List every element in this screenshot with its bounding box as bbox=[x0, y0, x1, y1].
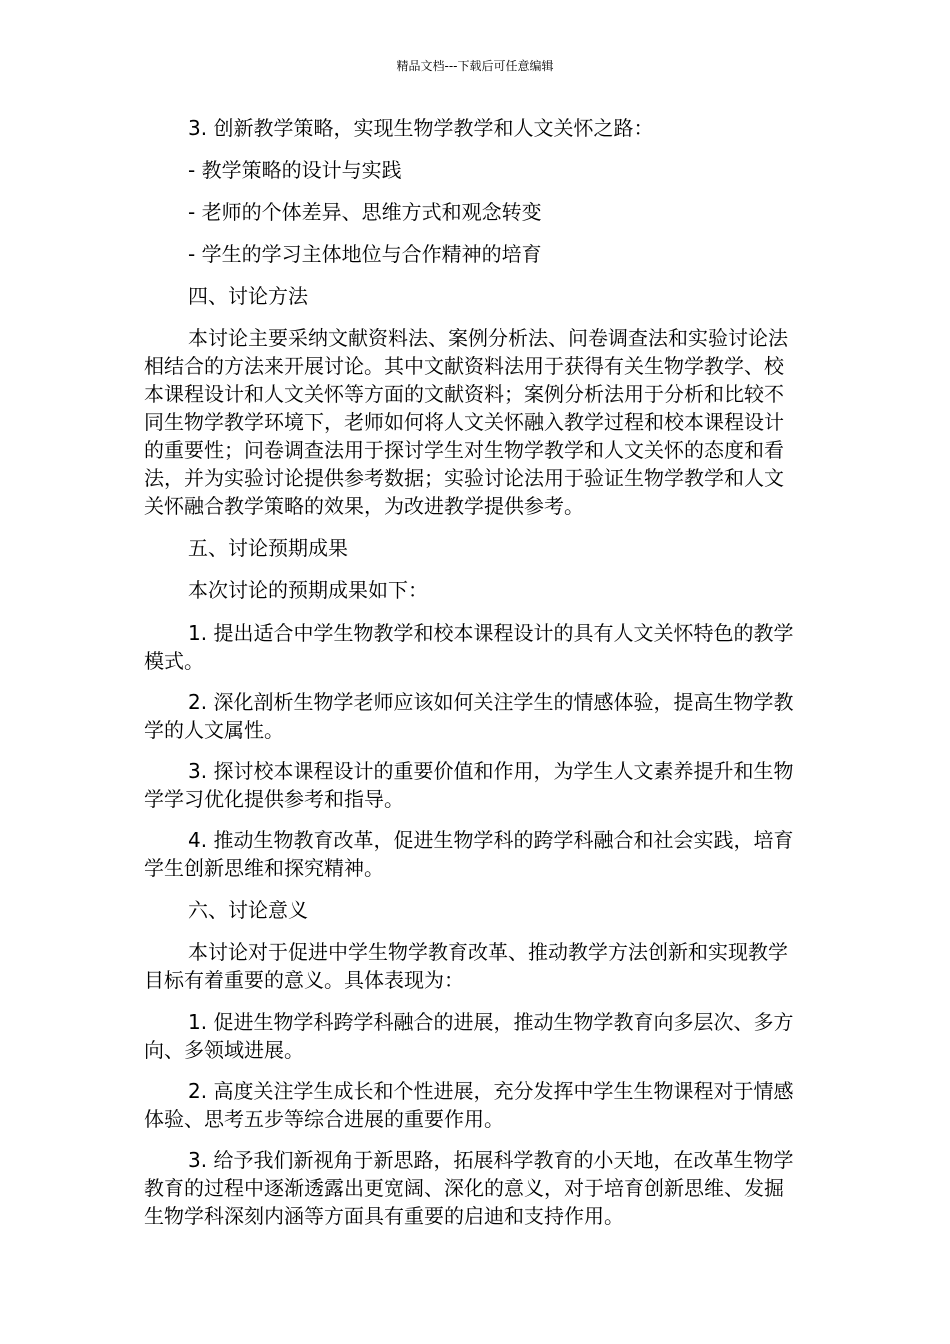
significance-item-1: 1. 促进生物学科跨学科融合的进展，推动生物学教育向多层次、多方向、多领域进展。 bbox=[144, 1010, 794, 1062]
paragraph-methods: 本讨论主要采纳文献资料法、案例分析法、问卷调查法和实验讨论法相结合的方法来开展讨论。其中文献资料法用于获得有关生物学教学、校本课程设计和人文关怀等方面的文献资料；案例分析法用于分析和比较不同生物学教学环境下，老师如何将人文关怀融入教学过程和校本课程设计的重要性；问卷调查法用于探讨学生对生物学教学和人文关怀的态度和看法，并为实验讨论提供参考数据；实验讨论法用于验证生物学教学和人文关怀融合教学策略的效果，为改进教学提供参考。 bbox=[144, 326, 788, 518]
paragraph-significance-intro: 本讨论对于促进中学生物学教育改革、推动教学方法创新和实现教学目标有着重要的意义。具体表现为： bbox=[144, 940, 788, 992]
list-heading-innovation-strategy: 3. 创新教学策略，实现生物学教学和人文关怀之路： bbox=[188, 116, 654, 140]
result-item-1: 1. 提出适合中学生物教学和校本课程设计的具有人文关怀特色的教学模式。 bbox=[144, 621, 794, 673]
significance-item-2: 2. 高度关注学生成长和个性进展，充分发挥中学生生物课程对于情感体验、思考五步等综合进展的重要作用。 bbox=[144, 1079, 794, 1131]
result-item-2: 2. 深化剖析生物学老师应该如何关注学生的情感体验，提高生物学教学的人文属性。 bbox=[144, 690, 794, 742]
section-heading-significance: 六、讨论意义 bbox=[188, 898, 308, 922]
paragraph-results-intro: 本次讨论的预期成果如下： bbox=[188, 578, 428, 602]
document-body bbox=[144, 114, 800, 1230]
page-header: 精品文档---下载后可任意编辑 bbox=[396, 59, 554, 73]
result-item-3: 3. 探讨校本课程设计的重要价值和作用，为学生人文素养提升和生物学学习优化提供参考和指导。 bbox=[144, 759, 794, 811]
result-item-4: 4. 推动生物教育改革，促进生物学科的跨学科融合和社会实践，培育学生创新思维和探究精神。 bbox=[144, 828, 794, 880]
significance-item-3: 3. 给予我们新视角于新思路，拓展科学教育的小天地，在改革生物学教育的过程中逐渐透露出更宽阔、深化的意义，对于培育创新思维、发掘生物学科深刻内涵等方面具有重要的启迪和支持作用。 bbox=[144, 1148, 794, 1228]
bullet-student-subject: - 学生的学习主体地位与合作精神的培育 bbox=[188, 242, 542, 266]
bullet-teaching-strategy: - 教学策略的设计与实践 bbox=[188, 158, 402, 182]
section-heading-methods: 四、讨论方法 bbox=[188, 284, 308, 308]
section-heading-expected-results: 五、讨论预期成果 bbox=[188, 536, 348, 560]
bullet-teacher-differences: - 老师的个体差异、思维方式和观念转变 bbox=[188, 200, 542, 224]
